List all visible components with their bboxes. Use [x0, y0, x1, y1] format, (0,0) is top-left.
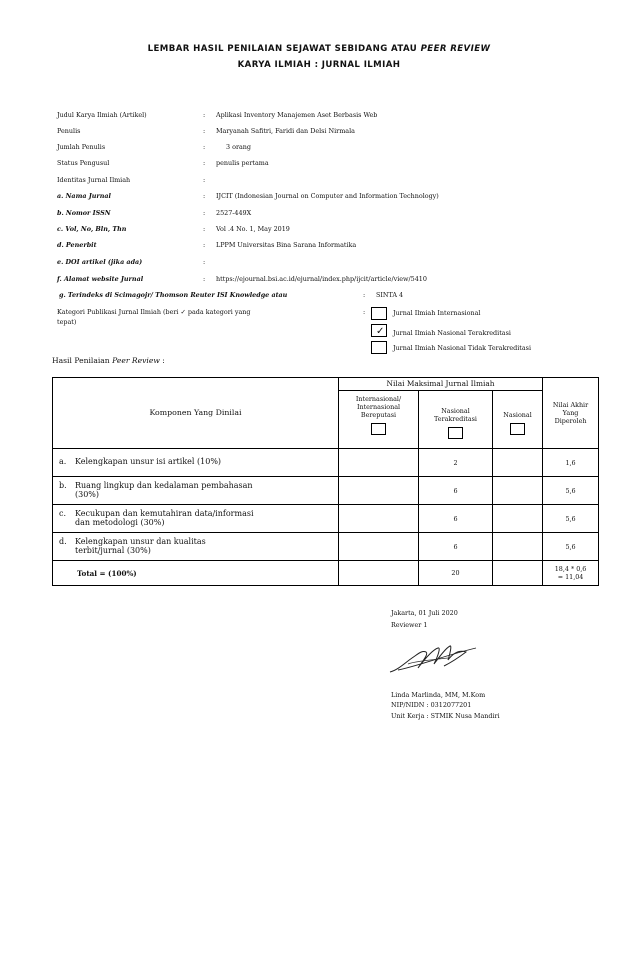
cell-internasional — [339, 477, 419, 505]
colon: : — [203, 258, 206, 266]
row-number: c. — [59, 508, 67, 518]
check-icon: ✓ — [180, 308, 186, 316]
alamat-label: f. Alamat website Jurnal — [57, 275, 144, 283]
col-internasional-label: Internasional/ Internasional Bereputasi — [355, 395, 402, 419]
kategori-label-line2: tepat) — [57, 318, 77, 326]
row-label — [53, 505, 339, 533]
signature-image — [388, 640, 480, 678]
col-internasional-header — [339, 391, 419, 449]
cell-internasional — [339, 533, 419, 561]
total-label: Total = (100%) — [53, 561, 339, 586]
option-nasional-tidak-label: Jurnal Ilmiah Nasional Tidak Terakreditasi — [393, 344, 532, 352]
row-label-text: Ruang lingkup dan kedalaman pembahasan — [75, 480, 253, 490]
option-nasional-terakreditasi-label: Jurnal Ilmiah Nasional Terakreditasi — [393, 329, 511, 337]
penerbit-label: d. Penerbit — [57, 241, 97, 249]
jumlah-label: Jumlah Penulis — [57, 143, 106, 151]
row-number: a. — [59, 457, 67, 467]
form-title — [0, 44, 638, 54]
cell-nasional — [493, 533, 543, 561]
jumlah-value: 3 orang — [226, 143, 252, 151]
judul-value: Aplikasi Inventory Manajemen Aset Berbasis Web — [216, 111, 378, 119]
hasil-suffix: : — [159, 356, 165, 365]
nilai-maksimal-header: Nilai Maksimal Jurnal Ilmiah — [339, 378, 543, 391]
cell-nasional-terakreditasi: 2 — [419, 449, 493, 477]
row-label — [53, 477, 339, 505]
checkmark-icon: ✓ — [376, 326, 385, 337]
komponen-header: Komponen Yang Dinilai — [53, 378, 339, 449]
colon: : — [363, 291, 366, 299]
alamat-value: https://ejournal.bsi.ac.id/ejurnal/index.php/ijcit/article/view/5410 — [216, 275, 427, 283]
nilai-akhir-header: Nilai Akhir Yang Diperoleh — [543, 378, 599, 449]
penulis-label: Penulis — [57, 127, 81, 135]
identitas-label: Identitas Jurnal Ilmiah — [57, 176, 131, 184]
checkbox-nasional-tidak[interactable] — [371, 341, 387, 354]
form-subtitle: KARYA ILMIAH : JURNAL ILMIAH — [237, 60, 401, 70]
colon: : — [203, 275, 206, 283]
cell-nilai-akhir: 1,6 — [543, 449, 599, 477]
col-nasional-terakreditasi-label: Nasional Terakreditasi — [434, 406, 477, 423]
reviewer-nip: NIP/NIDN : 0312077201 — [391, 701, 472, 709]
cell-nasional — [493, 561, 543, 586]
option-internasional-label: Jurnal Ilmiah Internasional — [393, 309, 481, 317]
cell-nasional — [493, 505, 543, 533]
cell-nilai-akhir: 5,6 — [543, 505, 599, 533]
cell-nasional — [493, 477, 543, 505]
cell-nasional-terakreditasi: 6 — [419, 533, 493, 561]
colon: : — [203, 209, 206, 217]
reviewer-label: Reviewer 1 — [391, 621, 428, 629]
issn-value: 2527-449X — [216, 209, 252, 217]
total-final-line1: 18,4 * 0,6 — [554, 565, 587, 573]
table-row — [53, 477, 599, 505]
row-label-text: Kelengkapan unsur isi artikel (10%) — [75, 457, 222, 467]
hasil-prefix: Hasil Penilaian — [52, 356, 113, 365]
colon: : — [203, 143, 206, 151]
terindeks-label: g. Terindeks di Scimagojr/ Thomson Reuter ISI Knowledge atau — [59, 291, 288, 299]
kategori-label — [57, 308, 250, 316]
colon: : — [203, 127, 206, 135]
total-final — [543, 561, 599, 586]
colon: : — [363, 308, 366, 316]
judul-label: Judul Karya Ilmiah (Artikel) — [57, 111, 147, 119]
reviewer-name: Linda Marlinda, MM, M.Kom — [391, 691, 486, 699]
checkbox-col-nasional[interactable] — [510, 423, 525, 435]
col-nasional-header — [493, 391, 543, 449]
checkbox-col-nasional-terakreditasi[interactable] — [448, 427, 463, 439]
total-final-line2: = 11,04 — [557, 573, 584, 581]
row-label-continuation: terbit/jurnal (30%) — [75, 545, 151, 555]
row-label-text: Kelengkapan unsur dan kualitas — [75, 536, 206, 546]
col-nasional-label: Nasional — [503, 410, 532, 419]
penulis-value: Maryanah Safitri, Faridi dan Delsi Nirmala — [216, 127, 355, 135]
row-label-continuation: (30%) — [75, 489, 100, 499]
checkbox-internasional[interactable] — [371, 307, 387, 320]
cell-internasional — [339, 561, 419, 586]
terindeks-value: SINTA 4 — [376, 291, 404, 299]
form-title-italic: PEER REVIEW — [420, 44, 491, 54]
row-label — [53, 449, 339, 477]
table-row — [53, 505, 599, 533]
review-table — [52, 377, 599, 586]
form-title-prefix: LEMBAR HASIL PENILAIAN SEJAWAT SEBIDANG ATAU — [147, 44, 418, 54]
checkbox-col-internasional[interactable] — [371, 423, 386, 435]
kategori-label-part1: Kategori Publikasi Jurnal Ilmiah (beri — [57, 308, 181, 316]
row-number: b. — [59, 480, 67, 490]
colon: : — [203, 192, 206, 200]
nama-jurnal-label: a. Nama Jurnal — [57, 192, 111, 200]
cell-nasional-terakreditasi: 6 — [419, 505, 493, 533]
hasil-italic: Peer Review — [112, 356, 160, 365]
total-value: 20 — [419, 561, 493, 586]
status-value: penulis pertama — [216, 159, 269, 167]
issn-label: b. Nomor ISSN — [57, 209, 111, 217]
cell-internasional — [339, 505, 419, 533]
colon: : — [203, 176, 206, 184]
cell-nilai-akhir: 5,6 — [543, 477, 599, 505]
table-row — [53, 449, 599, 477]
row-label-text: Kecukupan dan kemutahiran data/informasi — [75, 508, 254, 518]
nama-jurnal-value: IJCIT (Indonesian Journal on Computer and Information Technology) — [216, 192, 439, 200]
col-nasional-terakreditasi-header — [419, 391, 493, 449]
kategori-label-part2: pada kategori yang — [187, 308, 251, 316]
penerbit-value: LPPM Universitas Bina Sarana Informatika — [216, 241, 357, 249]
reviewer-unit: Unit Kerja : STMIK Nusa Mandiri — [391, 712, 500, 720]
row-label-continuation: dan metodologi (30%) — [75, 517, 165, 527]
cell-nilai-akhir: 5,6 — [543, 533, 599, 561]
cell-nasional-terakreditasi: 6 — [419, 477, 493, 505]
total-row — [53, 561, 599, 586]
row-number: d. — [59, 536, 67, 546]
place-date: Jakarta, 01 Juli 2020 — [391, 609, 458, 617]
colon: : — [203, 225, 206, 233]
status-label: Status Pengusul — [57, 159, 110, 167]
volume-value: Vol .4 No. 1, May 2019 — [216, 225, 290, 233]
row-label — [53, 533, 339, 561]
table-row — [53, 533, 599, 561]
cell-internasional — [339, 449, 419, 477]
doi-label: e. DOI artikel (jika ada) — [57, 258, 143, 266]
volume-label: c. Vol, No, Bln, Thn — [57, 225, 127, 233]
hasil-heading — [52, 356, 165, 365]
colon: : — [203, 159, 206, 167]
cell-nasional — [493, 449, 543, 477]
colon: : — [203, 111, 206, 119]
colon: : — [203, 241, 206, 249]
